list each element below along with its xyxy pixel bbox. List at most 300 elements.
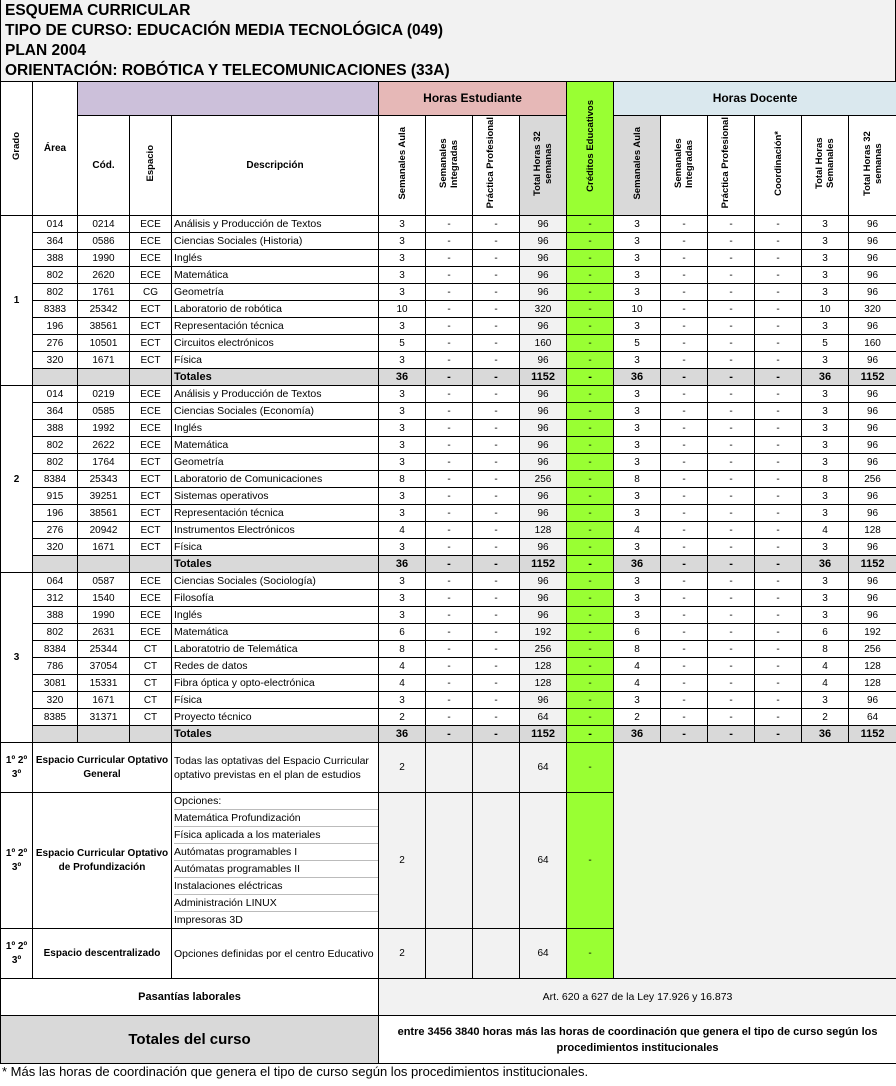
est-sem-integradas-cell: -: [426, 267, 473, 284]
cod-cell: 0585: [78, 403, 130, 420]
espacio-cell: CT: [130, 675, 172, 692]
doc-sem-aula-cell: 3: [614, 250, 661, 267]
est-total-cell: 96: [520, 539, 567, 556]
purple-header-band: [78, 82, 379, 116]
opt-general-total: 64: [520, 743, 567, 793]
opt-desc-desc: Opciones definidas por el centro Educativo: [172, 929, 379, 979]
doc-total-semanales-cell: 3: [802, 437, 849, 454]
est-total-cell: 128: [520, 675, 567, 692]
est-sem-aula-cell: 3: [379, 352, 426, 369]
doc-practica-cell: -: [708, 675, 755, 692]
opt-desc-cred: -: [567, 929, 614, 979]
est-practica-cell: -: [473, 539, 520, 556]
est-sem-aula-cell: 6: [379, 624, 426, 641]
horas-docente-header: Horas Docente: [614, 82, 896, 116]
descripcion-cell: Sistemas operativos: [172, 488, 379, 505]
area-cell: 364: [33, 233, 78, 250]
est-sem-integradas-cell: -: [426, 488, 473, 505]
totals-value: -: [567, 556, 614, 573]
col-est-total-horas: Total Horas 32 semanas: [520, 116, 567, 216]
table-row: [1, 318, 896, 335]
cod-cell: 1671: [78, 539, 130, 556]
totales-curso-value: entre 3456 3840 horas más las horas de coordinación que genera el tipo de curso según los procedimientos institucionales: [379, 1016, 896, 1064]
est-total-cell: 96: [520, 386, 567, 403]
est-total-cell: 128: [520, 658, 567, 675]
espacio-cell: ECE: [130, 624, 172, 641]
est-total-cell: 96: [520, 692, 567, 709]
doc-sem-integradas-cell: -: [661, 318, 708, 335]
totals-value: 36: [802, 726, 849, 743]
doc-sem-integradas-cell: -: [661, 335, 708, 352]
table-row: [1, 488, 896, 505]
doc-total-semanales-cell: 3: [802, 607, 849, 624]
totals-value: -: [708, 556, 755, 573]
espacio-cell: ECE: [130, 233, 172, 250]
est-practica-cell: -: [473, 658, 520, 675]
totals-value: 1152: [520, 556, 567, 573]
est-sem-integradas-cell: -: [426, 692, 473, 709]
doc-sem-aula-cell: 10: [614, 301, 661, 318]
creditos-cell: -: [567, 403, 614, 420]
doc-sem-integradas-cell: -: [661, 505, 708, 522]
option-item: Impresoras 3D: [174, 914, 243, 926]
doc-total-horas-cell: 96: [849, 318, 896, 335]
doc-coordinacion-cell: -: [755, 267, 802, 284]
est-sem-integradas-cell: -: [426, 522, 473, 539]
col-doc-sem-aula: Semanales Aula: [614, 116, 661, 216]
cod-cell: 2622: [78, 437, 130, 454]
option-item: Autómatas programables I: [174, 844, 378, 861]
totals-label: Totales: [172, 369, 379, 386]
espacio-cell: ECT: [130, 318, 172, 335]
descripcion-cell: Física: [172, 352, 379, 369]
totals-value: -: [473, 556, 520, 573]
creditos-cell: -: [567, 318, 614, 335]
table-row: [1, 437, 896, 454]
doc-total-horas-cell: 96: [849, 505, 896, 522]
doc-sem-aula-cell: 3: [614, 539, 661, 556]
doc-total-semanales-cell: 3: [802, 386, 849, 403]
est-sem-aula-cell: 10: [379, 301, 426, 318]
est-practica-cell: -: [473, 471, 520, 488]
area-cell: 8385: [33, 709, 78, 726]
doc-total-semanales-cell: 3: [802, 692, 849, 709]
option-item: Física aplicada a los materiales: [174, 827, 378, 844]
est-total-cell: 96: [520, 403, 567, 420]
descripcion-cell: Física: [172, 692, 379, 709]
est-sem-aula-cell: 3: [379, 539, 426, 556]
opt-desc-total: 64: [520, 929, 567, 979]
totals-row: [1, 556, 896, 573]
area-cell: 3081: [33, 675, 78, 692]
est-sem-integradas-cell: -: [426, 505, 473, 522]
descripcion-cell: Laboratorio de Comunicaciones: [172, 471, 379, 488]
doc-sem-integradas-cell: -: [661, 471, 708, 488]
est-total-cell: 256: [520, 641, 567, 658]
est-sem-integradas-cell: -: [426, 471, 473, 488]
creditos-cell: -: [567, 250, 614, 267]
area-cell: 364: [33, 403, 78, 420]
doc-sem-integradas-cell: -: [661, 284, 708, 301]
doc-sem-aula-cell: 3: [614, 352, 661, 369]
est-sem-integradas-cell: -: [426, 318, 473, 335]
totals-value: 36: [614, 369, 661, 386]
est-practica-cell: -: [473, 692, 520, 709]
doc-total-horas-cell: 96: [849, 692, 896, 709]
table-row: [1, 454, 896, 471]
totals-value: 36: [379, 726, 426, 743]
totals-value: -: [755, 556, 802, 573]
doc-coordinacion-cell: -: [755, 624, 802, 641]
cod-cell: 1990: [78, 250, 130, 267]
espacio-cell: ECE: [130, 403, 172, 420]
espacio-cell: ECT: [130, 454, 172, 471]
doc-sem-aula-cell: 6: [614, 624, 661, 641]
doc-total-semanales-cell: 3: [802, 420, 849, 437]
grado-cell: 1: [1, 216, 33, 386]
table-row: [1, 522, 896, 539]
creditos-cell: -: [567, 488, 614, 505]
doc-total-horas-cell: 96: [849, 250, 896, 267]
doc-sem-integradas-cell: -: [661, 539, 708, 556]
doc-practica-cell: -: [708, 301, 755, 318]
doc-sem-aula-cell: 3: [614, 386, 661, 403]
est-total-cell: 96: [520, 607, 567, 624]
totals-value: -: [567, 726, 614, 743]
est-total-cell: 64: [520, 709, 567, 726]
doc-practica-cell: -: [708, 352, 755, 369]
doc-practica-cell: -: [708, 284, 755, 301]
area-cell: 320: [33, 692, 78, 709]
est-practica-cell: -: [473, 454, 520, 471]
est-sem-aula-cell: 3: [379, 250, 426, 267]
cod-cell: 1764: [78, 454, 130, 471]
doc-total-horas-cell: 256: [849, 471, 896, 488]
area-cell: 802: [33, 437, 78, 454]
area-cell: 915: [33, 488, 78, 505]
descripcion-cell: Geometría: [172, 284, 379, 301]
cod-cell: 20942: [78, 522, 130, 539]
doc-total-semanales-cell: 3: [802, 488, 849, 505]
doc-total-horas-cell: 96: [849, 607, 896, 624]
doc-sem-aula-cell: 8: [614, 471, 661, 488]
doc-total-semanales-cell: 6: [802, 624, 849, 641]
opt-prof-total: 64: [520, 793, 567, 929]
table-row: [1, 539, 896, 556]
doc-coordinacion-cell: -: [755, 386, 802, 403]
creditos-cell: -: [567, 641, 614, 658]
est-sem-integradas-cell: -: [426, 335, 473, 352]
doc-sem-integradas-cell: -: [661, 522, 708, 539]
doc-coordinacion-cell: -: [755, 233, 802, 250]
doc-practica-cell: -: [708, 454, 755, 471]
cod-cell: 38561: [78, 318, 130, 335]
totals-value: 36: [614, 726, 661, 743]
totals-value: 36: [614, 556, 661, 573]
totals-value: 36: [802, 369, 849, 386]
doc-total-horas-cell: 256: [849, 641, 896, 658]
descripcion-cell: Redes de datos: [172, 658, 379, 675]
doc-coordinacion-cell: -: [755, 301, 802, 318]
descripcion-cell: Inglés: [172, 250, 379, 267]
table-row: [1, 607, 896, 624]
creditos-cell: -: [567, 233, 614, 250]
creditos-cell: -: [567, 420, 614, 437]
opt-desc-grado: 1º 2º 3º: [1, 929, 33, 979]
est-practica-cell: -: [473, 573, 520, 590]
doc-total-horas-cell: 96: [849, 386, 896, 403]
descripcion-cell: Matemática: [172, 437, 379, 454]
doc-total-horas-cell: 96: [849, 539, 896, 556]
est-sem-aula-cell: 3: [379, 454, 426, 471]
est-total-cell: 96: [520, 318, 567, 335]
cod-cell: 1992: [78, 420, 130, 437]
est-practica-cell: -: [473, 284, 520, 301]
doc-total-semanales-cell: 3: [802, 590, 849, 607]
doc-coordinacion-cell: -: [755, 352, 802, 369]
doc-practica-cell: -: [708, 216, 755, 233]
area-cell: 8383: [33, 301, 78, 318]
table-row: [1, 335, 896, 352]
est-sem-aula-cell: 3: [379, 607, 426, 624]
creditos-cell: -: [567, 386, 614, 403]
doc-total-horas-cell: 128: [849, 675, 896, 692]
est-practica-cell: -: [473, 403, 520, 420]
opt-general-desc: Todas las optativas del Espacio Curricular optativo previstas en el plan de estudios: [172, 743, 379, 793]
doc-total-horas-cell: 320: [849, 301, 896, 318]
doc-practica-cell: -: [708, 267, 755, 284]
table-row: [1, 301, 896, 318]
descripcion-cell: Filosofía: [172, 590, 379, 607]
col-doc-total-semanales: Total Horas Semanales: [802, 116, 849, 216]
creditos-cell: -: [567, 522, 614, 539]
cod-cell: 39251: [78, 488, 130, 505]
col-doc-sem-integradas: Semanales Integradas: [661, 116, 708, 216]
doc-total-horas-cell: 96: [849, 267, 896, 284]
est-sem-aula-cell: 4: [379, 658, 426, 675]
area-cell: 014: [33, 386, 78, 403]
est-practica-cell: -: [473, 641, 520, 658]
est-sem-aula-cell: 3: [379, 284, 426, 301]
est-practica-cell: -: [473, 709, 520, 726]
doc-total-semanales-cell: 3: [802, 233, 849, 250]
doc-coordinacion-cell: -: [755, 471, 802, 488]
creditos-cell: -: [567, 624, 614, 641]
totals-value: -: [661, 556, 708, 573]
descripcion-cell: Inglés: [172, 607, 379, 624]
doc-total-horas-cell: 96: [849, 437, 896, 454]
doc-sem-aula-cell: 3: [614, 233, 661, 250]
doc-coordinacion-cell: -: [755, 590, 802, 607]
area-cell: 802: [33, 267, 78, 284]
doc-sem-integradas-cell: -: [661, 624, 708, 641]
est-sem-integradas-cell: -: [426, 437, 473, 454]
est-total-cell: 96: [520, 352, 567, 369]
option-item: Administración LINUX: [174, 895, 378, 912]
cod-cell: 0214: [78, 216, 130, 233]
creditos-cell: -: [567, 709, 614, 726]
horas-estudiante-header: Horas Estudiante: [379, 82, 567, 116]
doc-sem-aula-cell: 3: [614, 454, 661, 471]
doc-coordinacion-cell: -: [755, 573, 802, 590]
area-cell: 388: [33, 420, 78, 437]
doc-practica-cell: -: [708, 437, 755, 454]
col-espacio: Espacio: [130, 116, 172, 216]
doc-practica-cell: -: [708, 420, 755, 437]
totals-value: -: [661, 726, 708, 743]
col-est-sem-aula: Semanales Aula: [379, 116, 426, 216]
est-total-cell: 96: [520, 454, 567, 471]
table-row: [1, 420, 896, 437]
doc-coordinacion-cell: -: [755, 641, 802, 658]
doc-total-horas-cell: 96: [849, 590, 896, 607]
est-sem-aula-cell: 3: [379, 267, 426, 284]
est-total-cell: 96: [520, 437, 567, 454]
col-est-sem-integradas: Semanales Integradas: [426, 116, 473, 216]
est-practica-cell: -: [473, 488, 520, 505]
doc-total-horas-cell: 96: [849, 352, 896, 369]
espacio-cell: ECT: [130, 352, 172, 369]
area-cell: 8384: [33, 471, 78, 488]
est-total-cell: 256: [520, 471, 567, 488]
descripcion-cell: Instrumentos Electrónicos: [172, 522, 379, 539]
espacio-cell: ECE: [130, 267, 172, 284]
col-grado: Grado: [1, 82, 33, 216]
doc-practica-cell: -: [708, 692, 755, 709]
espacio-cell: ECT: [130, 471, 172, 488]
est-total-cell: 96: [520, 488, 567, 505]
doc-practica-cell: -: [708, 641, 755, 658]
doc-sem-integradas-cell: -: [661, 590, 708, 607]
opt-desc-sem: 2: [379, 929, 426, 979]
espacio-cell: ECE: [130, 607, 172, 624]
doc-total-horas-cell: 128: [849, 658, 896, 675]
doc-practica-cell: -: [708, 318, 755, 335]
est-total-cell: 96: [520, 267, 567, 284]
est-sem-integradas-cell: -: [426, 641, 473, 658]
est-sem-aula-cell: 4: [379, 675, 426, 692]
est-sem-aula-cell: 3: [379, 233, 426, 250]
area-cell: 196: [33, 318, 78, 335]
doc-practica-cell: -: [708, 233, 755, 250]
espacio-cell: ECE: [130, 216, 172, 233]
doc-coordinacion-cell: -: [755, 522, 802, 539]
doc-sem-aula-cell: 3: [614, 420, 661, 437]
area-cell: 802: [33, 624, 78, 641]
est-sem-integradas-cell: -: [426, 403, 473, 420]
creditos-cell: -: [567, 692, 614, 709]
espacio-cell: ECT: [130, 335, 172, 352]
doc-practica-cell: -: [708, 573, 755, 590]
col-descripcion: Descripción: [172, 116, 379, 216]
totals-value: -: [708, 726, 755, 743]
totales-curso-label: Totales del curso: [1, 1016, 379, 1064]
doc-sem-integradas-cell: -: [661, 267, 708, 284]
descripcion-cell: Ciencias Sociales (Sociología): [172, 573, 379, 590]
descripcion-cell: Laboratotrio de Telemática: [172, 641, 379, 658]
totals-value: -: [426, 726, 473, 743]
table-row: [1, 709, 896, 726]
est-practica-cell: -: [473, 522, 520, 539]
totals-value: -: [755, 726, 802, 743]
descripcion-cell: Circuitos electrónicos: [172, 335, 379, 352]
doc-sem-aula-cell: 3: [614, 216, 661, 233]
col-area: Área: [33, 82, 78, 216]
creditos-cell: -: [567, 539, 614, 556]
table-row: [1, 216, 896, 233]
doc-coordinacion-cell: -: [755, 403, 802, 420]
creditos-cell: -: [567, 590, 614, 607]
est-sem-integradas-cell: -: [426, 250, 473, 267]
totals-value: -: [567, 369, 614, 386]
opt-prof-grado: 1º 2º 3º: [1, 793, 33, 929]
doc-sem-integradas-cell: -: [661, 403, 708, 420]
descripcion-cell: Proyecto técnico: [172, 709, 379, 726]
creditos-cell: -: [567, 471, 614, 488]
est-total-cell: 96: [520, 505, 567, 522]
descripcion-cell: Física: [172, 539, 379, 556]
table-row: [1, 624, 896, 641]
est-sem-integradas-cell: -: [426, 301, 473, 318]
doc-coordinacion-cell: -: [755, 709, 802, 726]
table-row: [1, 658, 896, 675]
est-sem-integradas-cell: -: [426, 284, 473, 301]
espacio-cell: CT: [130, 709, 172, 726]
est-practica-cell: -: [473, 318, 520, 335]
doc-total-semanales-cell: 3: [802, 505, 849, 522]
cod-cell: 31371: [78, 709, 130, 726]
espacio-cell: ECT: [130, 522, 172, 539]
doc-sem-aula-cell: 8: [614, 641, 661, 658]
doc-practica-cell: -: [708, 539, 755, 556]
doc-coordinacion-cell: -: [755, 675, 802, 692]
cod-cell: 0586: [78, 233, 130, 250]
est-practica-cell: -: [473, 233, 520, 250]
doc-total-semanales-cell: 3: [802, 573, 849, 590]
totals-label: Totales: [172, 556, 379, 573]
pasantias-value: Art. 620 a 627 de la Ley 17.926 y 16.873: [379, 979, 896, 1016]
totals-value: 36: [379, 556, 426, 573]
option-item: Instalaciones eléctricas: [174, 878, 378, 895]
totals-row: [1, 369, 896, 386]
est-sem-aula-cell: 3: [379, 573, 426, 590]
option-item: Matemática Profundización: [174, 810, 378, 827]
descripcion-cell: Análisis y Producción de Textos: [172, 386, 379, 403]
doc-sem-integradas-cell: -: [661, 386, 708, 403]
cod-cell: 25343: [78, 471, 130, 488]
doc-sem-aula-cell: 3: [614, 267, 661, 284]
area-cell: 064: [33, 573, 78, 590]
header-plan: PLAN 2004: [5, 42, 86, 59]
creditos-cell: -: [567, 301, 614, 318]
doc-total-semanales-cell: 2: [802, 709, 849, 726]
area-cell: 196: [33, 505, 78, 522]
est-practica-cell: -: [473, 505, 520, 522]
est-total-cell: 96: [520, 250, 567, 267]
est-sem-integradas-cell: -: [426, 216, 473, 233]
table-row: [1, 590, 896, 607]
document-header: [0, 0, 896, 81]
totals-label: Totales: [172, 726, 379, 743]
doc-coordinacion-cell: -: [755, 420, 802, 437]
creditos-cell: -: [567, 267, 614, 284]
table-row: [1, 573, 896, 590]
est-sem-integradas-cell: -: [426, 607, 473, 624]
doc-coordinacion-cell: -: [755, 318, 802, 335]
espacio-cell: ECE: [130, 250, 172, 267]
opt-prof-cred: -: [567, 793, 614, 929]
est-practica-cell: -: [473, 335, 520, 352]
